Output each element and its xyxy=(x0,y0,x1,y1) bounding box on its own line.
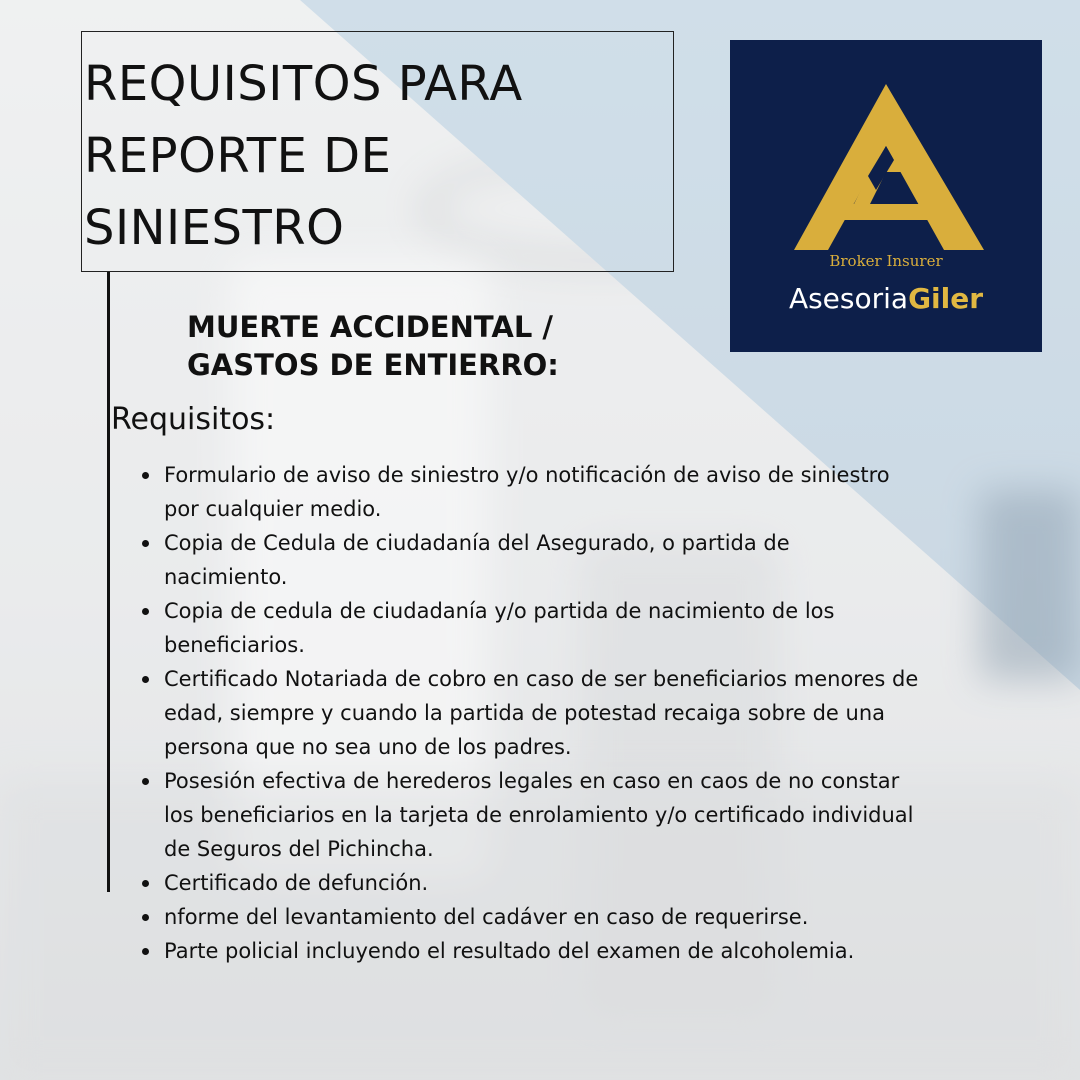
list-item: Copia de Cedula de ciudadanía del Asegurado, o partida de nacimiento. xyxy=(164,526,1064,594)
list-item: Certificado de defunción. xyxy=(164,866,1064,900)
title-line: REPORTE DE xyxy=(84,128,392,184)
brand-logo xyxy=(730,40,1042,352)
logo-name-part1: Asesoria xyxy=(788,282,909,315)
logo-name-part2: Giler xyxy=(908,282,984,315)
list-item: Parte policial incluyendo el resultado del examen de alcoholemia. xyxy=(164,934,1064,968)
list-item: Copia de cedula de ciudadanía y/o partida de nacimiento de los beneficiarios. xyxy=(164,594,1064,662)
list-item: nforme del levantamiento del cadáver en caso de requerirse. xyxy=(164,900,1064,934)
page-title xyxy=(84,48,523,264)
list-item: Certificado Notariada de cobro en caso de ser beneficiarios menores de edad, siempre y cuando la partida de potestad recaiga sobre de una persona que no sea uno de los padres. xyxy=(164,662,1064,764)
list-item: Formulario de aviso de siniestro y/o notificación de aviso de siniestro por cualquier medio. xyxy=(164,458,1064,526)
logo-tagline: Broker Insurer xyxy=(829,252,943,270)
list-item: Posesión efectiva de herederos legales en caso en caos de no constar los beneficiarios en la tarjeta de enrolamiento y/o certificado individual de Seguros del Pichincha. xyxy=(164,764,1064,866)
section-heading xyxy=(187,308,559,384)
requirements-label: Requisitos: xyxy=(111,402,276,437)
title-line: SINIESTRO xyxy=(84,200,345,256)
vertical-divider xyxy=(107,272,110,892)
title-line: REQUISITOS PARA xyxy=(84,56,523,112)
logo-wordmark xyxy=(730,282,1042,315)
requirements-list xyxy=(164,458,1064,968)
section-heading-line: MUERTE ACCIDENTAL / xyxy=(187,310,554,344)
section-heading-line: GASTOS DE ENTIERRO: xyxy=(187,348,559,382)
